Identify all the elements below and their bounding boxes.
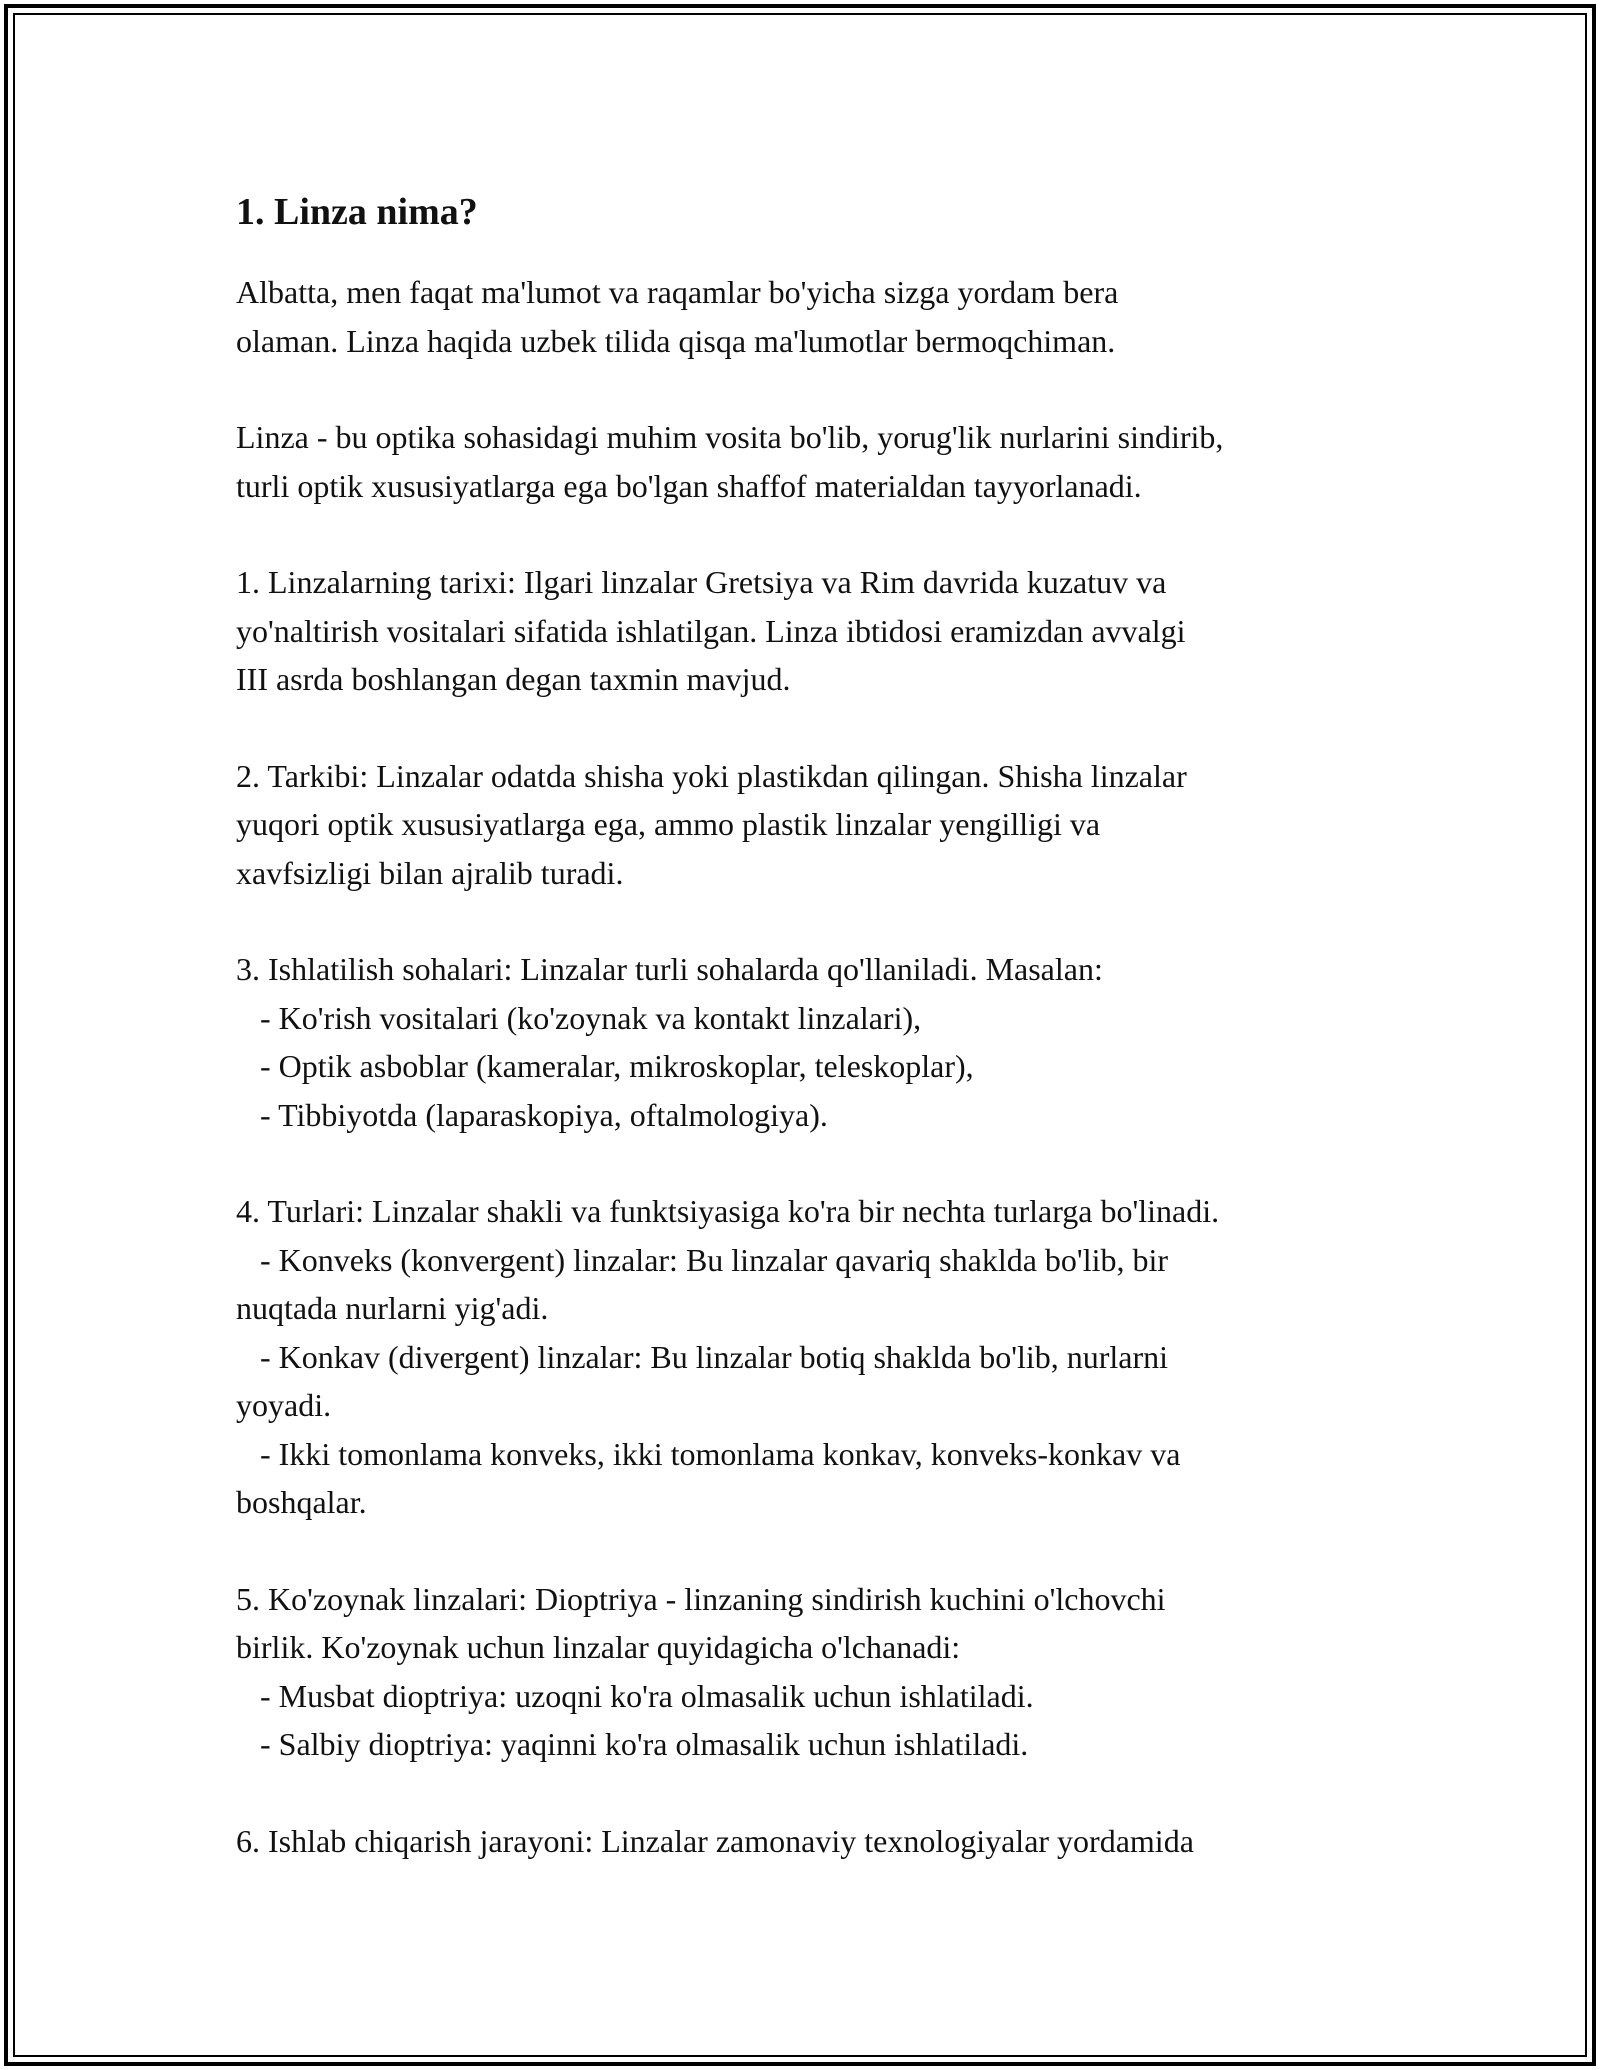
text-line: yuqori optik xususiyatlarga ega, ammo plastik linzalar yengilligi va [236, 806, 1101, 842]
text-line: Linza - bu optika sohasidagi muhim vosita bo'lib, yorug'lik nurlarini sindirib, [236, 419, 1224, 455]
list-item: - Konkav (divergent) linzalar: Bu linzalar botiq shaklda bo'lib, nurlarni [236, 1338, 1169, 1375]
text-line: 5. Ko'zoynak linzalari: Dioptriya - linzaning sindirish kuchini o'lchovchi [236, 1580, 1166, 1617]
text-line: boshqalar. [236, 1484, 367, 1520]
paragraph-composition [236, 752, 1416, 898]
document-body [236, 188, 1416, 1913]
text-line: yoyadi. [236, 1387, 332, 1423]
paragraph-manufacturing [236, 1817, 1416, 1866]
list-item: - Salbiy dioptriya: yaqinni ko'ra olmasalik uchun ishlatiladi. [236, 1726, 1029, 1762]
text-line: 3. Ishlatilish sohalari: Linzalar turli sohalarda qo'llaniladi. Masalan: [236, 951, 1103, 987]
list-item: - Ikki tomonlama konveks, ikki tomonlama konkav, konveks-konkav va [236, 1435, 1181, 1472]
text-line: Albatta, men faqat ma'lumot va raqamlar bo'yicha sizga yordam bera [236, 274, 1119, 310]
text-line: nuqtada nurlarni yig'adi. [236, 1290, 549, 1326]
list-item: - Optik asboblar (kameralar, mikroskoplar, teleskoplar), [236, 1048, 974, 1084]
paragraph-intro [236, 268, 1416, 365]
text-line: birlik. Ko'zoynak uchun linzalar quyidagicha o'lchanadi: [236, 1629, 961, 1665]
list-item: - Konveks (konvergent) linzalar: Bu linzalar qavariq shaklda bo'lib, bir [236, 1241, 1169, 1278]
text-line: turli optik xususiyatlarga ega bo'lgan shaffof materialdan tayyorlanadi. [236, 467, 1142, 504]
text-line: olaman. Linza haqida uzbek tilida qisqa ma'lumotlar bermoqchiman. [236, 322, 1116, 359]
text-line: 2. Tarkibi: Linzalar odatda shisha yoki plastikdan qilingan. Shisha linzalar [236, 757, 1187, 794]
text-line: III asrda boshlangan degan taxmin mavjud. [236, 661, 791, 697]
paragraph-definition [236, 413, 1416, 510]
paragraph-glasses [236, 1575, 1416, 1769]
text-line: 1. Linzalarning tarixi: Ilgari linzalar Gretsiya va Rim davrida kuzatuv va [236, 564, 1167, 600]
text-line: 6. Ishlab chiqarish jarayoni: Linzalar zamonaviy texnologiyalar yordamida [236, 1822, 1194, 1859]
list-item: - Tibbiyotda (laparaskopiya, oftalmologiya). [236, 1096, 828, 1133]
text-line: xavfsizligi bilan ajralib turadi. [236, 854, 624, 891]
list-item: - Musbat dioptriya: uzoqni ko'ra olmasalik uchun ishlatiladi. [236, 1677, 1034, 1714]
document-heading: 1. Linza nima? [236, 191, 478, 233]
text-line: yo'naltirish vositalari sifatida ishlatilgan. Linza ibtidosi eramizdan avvalgi [236, 612, 1186, 649]
paragraph-types [236, 1187, 1416, 1527]
list-item: - Ko'rish vositalari (ko'zoynak va kontakt linzalari), [236, 999, 922, 1036]
paragraph-usage [236, 945, 1416, 1139]
paragraph-history [236, 558, 1416, 704]
text-line: 4. Turlari: Linzalar shakli va funktsiyasiga ko'ra bir nechta turlarga bo'linadi. [236, 1193, 1220, 1229]
